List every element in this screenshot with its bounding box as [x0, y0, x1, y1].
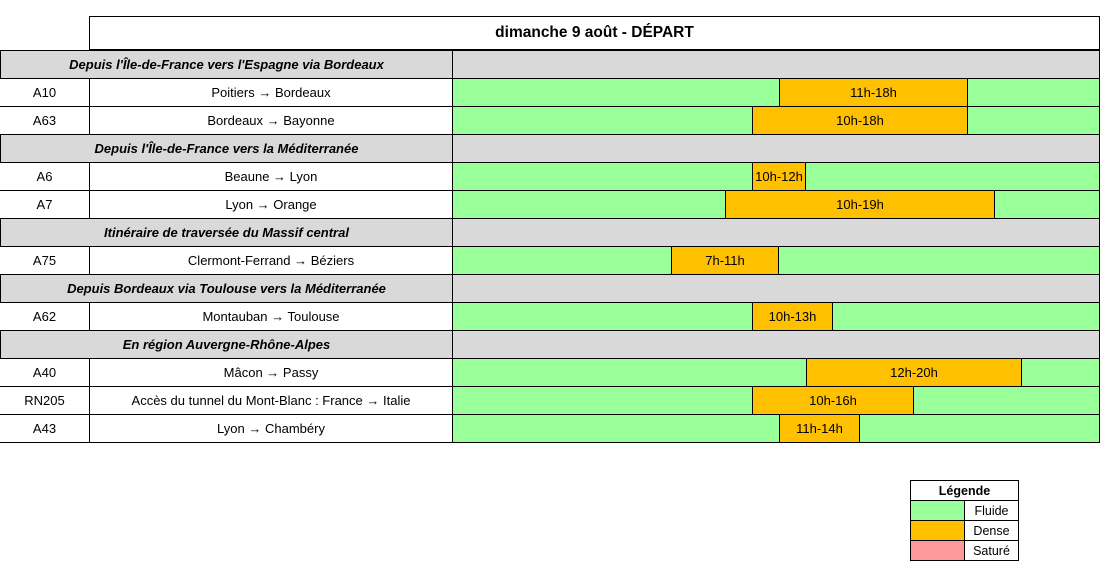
legend-item-sature — [911, 541, 1018, 560]
legend-item-dense — [911, 521, 1018, 541]
road-id: A75 — [0, 246, 89, 274]
dense-period: 11h-14h — [779, 415, 860, 442]
legend-swatch-fluide — [911, 501, 965, 520]
section-header-bar — [452, 218, 1100, 246]
section-header-bar — [452, 274, 1100, 302]
legend-title: Légende — [911, 481, 1018, 501]
timeline-bar — [452, 78, 1100, 106]
timeline-bar — [452, 386, 1100, 414]
section-header-bar — [452, 330, 1100, 358]
dense-period: 10h-18h — [752, 107, 968, 134]
route-name: Bordeaux → Bayonne — [89, 106, 452, 134]
section-header: Itinéraire de traversée du Massif central — [0, 218, 452, 246]
timeline-bar — [452, 414, 1100, 442]
timeline-bar — [452, 190, 1100, 218]
dense-period: 11h-18h — [779, 79, 968, 106]
road-id: A62 — [0, 302, 89, 330]
road-id: A40 — [0, 358, 89, 386]
legend-label-dense: Dense — [973, 523, 1010, 538]
road-id: A63 — [0, 106, 89, 134]
dense-period: 7h-11h — [671, 247, 779, 274]
legend-item-fluide — [911, 501, 1018, 521]
timeline-bar — [452, 106, 1100, 134]
section-header-bar — [452, 134, 1100, 162]
legend — [910, 480, 1019, 561]
road-id: A6 — [0, 162, 89, 190]
dense-period: 10h-13h — [752, 303, 833, 330]
route-name: Poitiers → Bordeaux — [89, 78, 452, 106]
dense-period: 10h-19h — [725, 191, 995, 218]
timeline-bar — [452, 246, 1100, 274]
route-name: Beaune → Lyon — [89, 162, 452, 190]
route-name: Lyon → Chambéry — [89, 414, 452, 442]
legend-label-sature: Saturé — [973, 543, 1010, 558]
road-id: A10 — [0, 78, 89, 106]
section-header: Depuis Bordeaux via Toulouse vers la Méditerranée — [0, 274, 452, 302]
timeline-bar — [452, 358, 1100, 386]
route-name: Mâcon → Passy — [89, 358, 452, 386]
legend-label-fluide: Fluide — [974, 503, 1009, 518]
dense-period: 10h-16h — [752, 387, 914, 414]
section-header: Depuis l'Île-de-France vers la Méditerranée — [0, 134, 452, 162]
route-name: Lyon → Orange — [89, 190, 452, 218]
legend-swatch-dense — [911, 521, 965, 540]
road-id: A7 — [0, 190, 89, 218]
route-name: Accès du tunnel du Mont-Blanc : France → Italie — [89, 386, 452, 414]
legend-swatch-sature — [911, 541, 965, 560]
section-header-bar — [452, 50, 1100, 78]
timeline-bar — [452, 302, 1100, 330]
table-bottom-border — [0, 442, 1100, 443]
route-name: Montauban → Toulouse — [89, 302, 452, 330]
timeline-bar — [452, 162, 1100, 190]
road-id: RN205 — [0, 386, 89, 414]
section-header: Depuis l'Île-de-France vers l'Espagne via Bordeaux — [0, 50, 452, 78]
section-header: En région Auvergne-Rhône-Alpes — [0, 330, 452, 358]
dense-period: 12h-20h — [806, 359, 1022, 386]
route-name: Clermont-Ferrand → Béziers — [89, 246, 452, 274]
road-id: A43 — [0, 414, 89, 442]
dense-period: 10h-12h — [752, 163, 806, 190]
page-title: dimanche 9 août - DÉPART — [89, 16, 1100, 50]
